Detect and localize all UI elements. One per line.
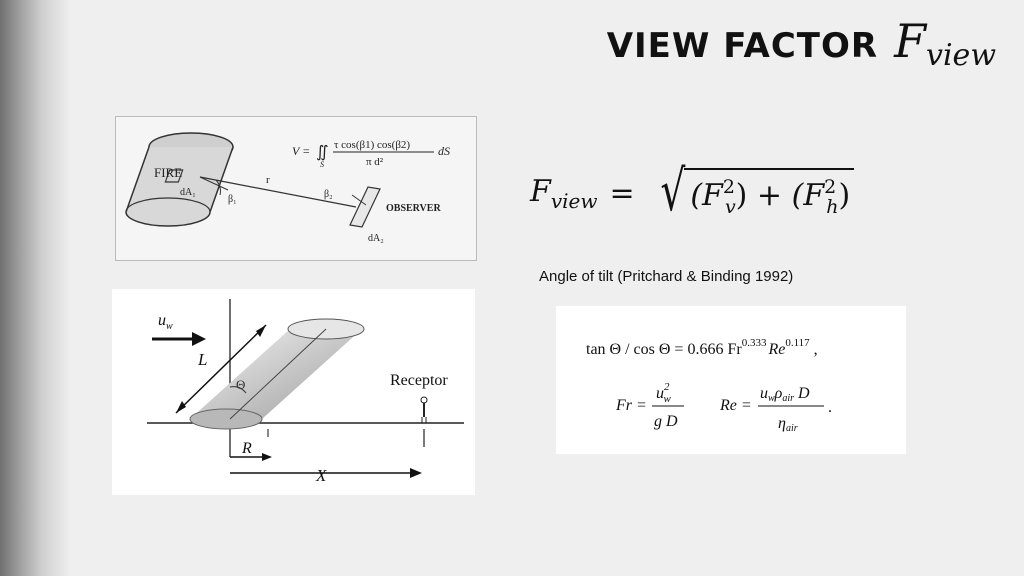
re-num-rho: ρ [774, 385, 783, 402]
uw-sub: w [166, 321, 173, 332]
tilt-eq-line1 [586, 337, 818, 358]
title-math-sub: view [926, 38, 996, 73]
re-num-d: D [794, 385, 810, 402]
uw-label [158, 312, 173, 332]
receptor-label: Receptor [390, 372, 448, 389]
tilted-flame-figure [112, 289, 475, 495]
re-den [778, 415, 798, 434]
eq-lhs: V = [292, 144, 311, 158]
re-den-eta: η [778, 415, 786, 432]
tilt-eq-re: Re [768, 341, 786, 358]
fr-num [656, 381, 672, 405]
da1-label: dA₁ [180, 187, 196, 198]
re-lhs: Re = [720, 397, 752, 414]
sqrt-sign: √ [659, 159, 685, 224]
fire-label: FIRE [154, 165, 183, 180]
eq-denominator: π d² [366, 156, 384, 168]
term1-sub: v [724, 196, 736, 218]
fr-lhs: Fr = [616, 397, 647, 414]
tilt-eq-exp2: 0.117 [785, 337, 810, 349]
eq-ds: dS [438, 144, 450, 158]
tilt-eq-exp1: 0.333 [741, 337, 767, 349]
view-factor-equation [530, 159, 854, 224]
view-integral-equation [292, 139, 450, 169]
tilt-caption: Angle of tilt (Pritchard & Binding 1992) [539, 268, 794, 285]
l-label: L [198, 350, 208, 369]
sqrt-body [684, 168, 854, 218]
term2-sup: 2 [824, 176, 837, 198]
term2-sub: h [826, 196, 839, 218]
title-text: VIEW FACTOR [606, 26, 879, 66]
uw-main: u [158, 312, 166, 329]
re-num-rho-sub: air [782, 393, 795, 404]
left-shadow [0, 0, 70, 576]
term2-open: (F [791, 178, 825, 213]
re-den-sub: air [785, 423, 798, 434]
fr-den: g D [654, 413, 678, 430]
theta-label: Θ [236, 377, 246, 392]
eq-equals: = [609, 175, 635, 211]
r-label: R [242, 440, 252, 457]
re-num-sub: w [768, 393, 775, 404]
tilt-eq-line1-main: tan Θ / cos Θ = 0.666 Fr [586, 341, 742, 358]
da2-label: dA₂ [368, 233, 384, 244]
tilt-eq-comma: , [813, 341, 818, 358]
tilt-equations-box [556, 306, 906, 454]
term2-close: ) [838, 178, 851, 213]
fr-num-u: u [656, 385, 664, 402]
re-num-u: u [760, 385, 768, 402]
fr-num-sub: w [663, 393, 671, 405]
eq-numerator: τ cos(β1) cos(β2) [334, 139, 411, 151]
beta1-label: β₁ [228, 194, 237, 205]
eq-limit: S [320, 160, 324, 169]
x-label: X [316, 466, 327, 485]
term1-close: ) [735, 178, 748, 213]
eq-lhs-f: F [530, 173, 551, 209]
title-math-symbol [894, 14, 996, 73]
eq-plus: + [747, 178, 792, 213]
r-label: r [266, 174, 270, 186]
beta2-label: β₂ [324, 189, 333, 200]
term1-sup: 2 [722, 176, 735, 198]
term1-open: (F [690, 178, 723, 213]
fr-num-sup: 2 [664, 381, 670, 393]
sqrt-expression [655, 159, 855, 224]
r-ray [200, 177, 356, 207]
eq-integral: ∬ [316, 144, 329, 161]
eq-lhs-sub: view [550, 188, 598, 213]
re-num [760, 385, 810, 404]
fire-observer-figure [115, 116, 477, 261]
observer-label: OBSERVER [386, 203, 441, 214]
page-title [607, 14, 996, 73]
title-math-f: F [894, 14, 927, 68]
receptor-person [421, 397, 427, 447]
eq-lhs-group [530, 174, 597, 213]
re-end: . [828, 399, 832, 416]
